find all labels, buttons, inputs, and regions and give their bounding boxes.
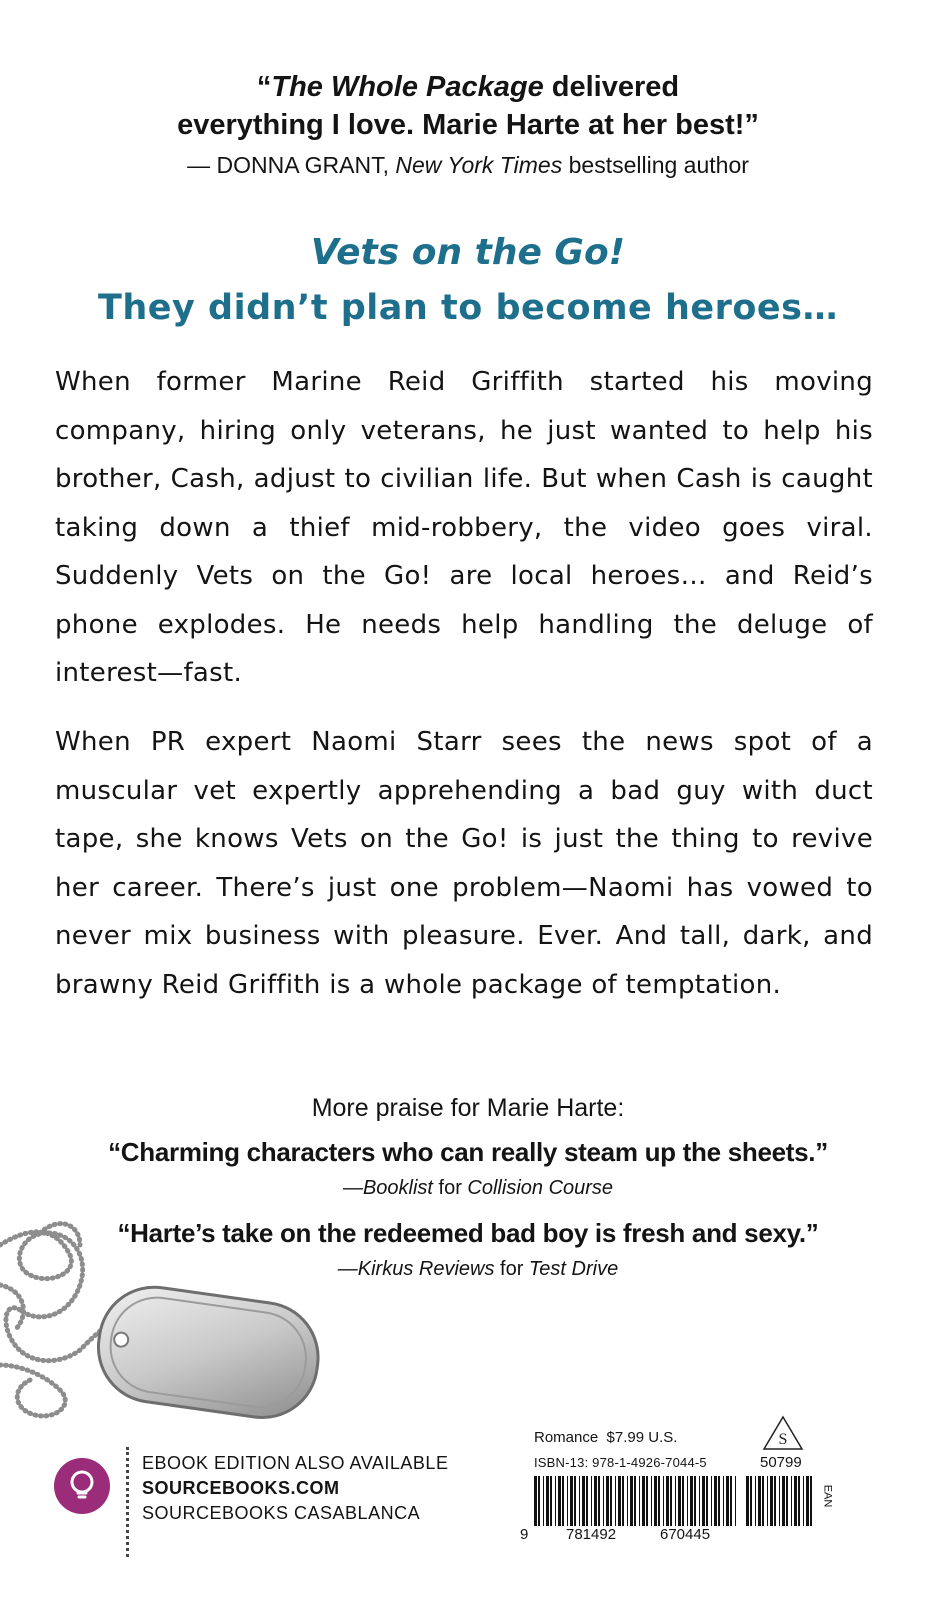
barcode-bar — [654, 1476, 657, 1526]
barcode-bar — [675, 1476, 676, 1526]
barcode-bar — [598, 1476, 600, 1526]
barcode-bar — [762, 1476, 764, 1526]
addon-code: 50799 — [760, 1454, 802, 1471]
barcode-bar — [735, 1476, 736, 1526]
publisher-website[interactable]: SOURCEBOOKS.COM — [142, 1478, 340, 1498]
barcode-bar — [594, 1476, 597, 1526]
barcode-bar — [806, 1476, 809, 1526]
lightbulb-icon — [62, 1466, 102, 1506]
barcode-bar — [550, 1476, 552, 1526]
praise-quote-1: “Charming characters who can really steam up the sheets.” — [108, 1137, 828, 1167]
category-price-line — [534, 1429, 677, 1446]
barcode-bar — [603, 1476, 604, 1526]
price-code-letter: S — [778, 1431, 788, 1448]
barcode-bar — [699, 1476, 700, 1526]
barcode-bar — [538, 1476, 540, 1526]
publisher-imprint: SOURCEBOOKS CASABLANCA — [142, 1503, 421, 1523]
quote-text-line1: delivered — [543, 71, 680, 103]
barcode-bar — [639, 1476, 640, 1526]
praise-source-2: —Kirkus Reviews — [337, 1258, 495, 1280]
barcode-bar — [591, 1476, 592, 1526]
barcode-bar — [810, 1476, 812, 1526]
barcode-bar — [791, 1476, 792, 1526]
ean-label: EAN — [821, 1484, 834, 1508]
barcode-bar — [706, 1476, 708, 1526]
barcode-bar — [586, 1476, 588, 1526]
barcode-bar — [774, 1476, 776, 1526]
barcode-bar — [634, 1476, 636, 1526]
barcode-digit-group-2: 670445 — [660, 1526, 711, 1543]
barcode-bar — [779, 1476, 780, 1526]
synopsis-paragraph-2: When PR expert Naomi Starr sees the news spot of a muscular vet expertly apprehending a bad guy with duct tape, she knows Vets on the Go! is just the thing to revive her career. There’s just one problem—Naomi has vowed to never mix business with pleasure. Ever. And tall, dark, and brawny Reid Griffith is a whole package of temptation. — [55, 727, 873, 1000]
price-label: $7.99 U.S. — [606, 1429, 678, 1446]
praise-quote-2: “Harte’s take on the redeemed bad boy is fresh and sexy.” — [117, 1218, 819, 1248]
ebook-notice: EBOOK EDITION ALSO AVAILABLE — [142, 1453, 449, 1473]
barcode-bar — [718, 1476, 720, 1526]
barcode-bar — [567, 1476, 568, 1526]
praise-attribution-1 — [0, 1177, 936, 1200]
attribution-publication: New York Times — [395, 152, 563, 178]
barcode-bar — [702, 1476, 705, 1526]
barcode-bar — [730, 1476, 732, 1526]
barcode-bar — [782, 1476, 785, 1526]
barcode-bar — [606, 1476, 609, 1526]
barcode-bar — [543, 1476, 544, 1526]
price-code-triangle — [762, 1415, 804, 1451]
barcode-bar — [618, 1476, 621, 1526]
barcode-bar — [694, 1476, 696, 1526]
barcode-bar — [682, 1476, 684, 1526]
quote-book-title: The Whole Package — [271, 71, 544, 103]
category-label: Romance — [534, 1429, 599, 1446]
barcode-bar — [803, 1476, 804, 1526]
attribution-suffix: bestselling author — [562, 152, 749, 178]
series-headline: Vets on the Go! — [310, 232, 626, 273]
attribution-author: — DONNA GRANT, — [187, 152, 396, 178]
praise-for-2: for — [494, 1258, 529, 1280]
barcode-bar — [558, 1476, 561, 1526]
barcode-bar — [666, 1476, 669, 1526]
barcode-bar — [794, 1476, 797, 1526]
barcode-bar — [546, 1476, 549, 1526]
sourcebooks-logo-icon — [54, 1458, 110, 1514]
barcode-bar — [767, 1476, 768, 1526]
barcode-bar — [678, 1476, 681, 1526]
barcode-bar — [610, 1476, 612, 1526]
top-quote-attribution — [0, 150, 936, 180]
barcode-bar — [555, 1476, 556, 1526]
barcode-bar — [651, 1476, 652, 1526]
barcode-bar — [562, 1476, 564, 1526]
barcode-bar — [687, 1476, 688, 1526]
barcode-bar — [746, 1476, 749, 1526]
barcode-bar — [786, 1476, 788, 1526]
barcode-bar — [534, 1476, 537, 1526]
praise-intro: More praise for Marie Harte: — [311, 1094, 625, 1122]
barcode-bar — [622, 1476, 624, 1526]
barcode-bar — [663, 1476, 664, 1526]
barcode-bar — [798, 1476, 800, 1526]
praise-book-title-2: Test Drive — [528, 1258, 619, 1280]
barcode-digit-group-1: 781492 — [566, 1526, 617, 1543]
barcode-bar — [615, 1476, 616, 1526]
barcode-bar — [723, 1476, 724, 1526]
barcode-bar — [574, 1476, 576, 1526]
isbn-barcode — [534, 1476, 739, 1526]
barcode-bar — [750, 1476, 752, 1526]
ball-chain — [0, 1224, 118, 1416]
barcode-bar — [755, 1476, 756, 1526]
praise-book-title-1: Collision Course — [467, 1177, 614, 1199]
dog-tag-image — [0, 1215, 340, 1465]
barcode-bar — [642, 1476, 645, 1526]
barcode-bar — [630, 1476, 633, 1526]
barcode-bar — [726, 1476, 729, 1526]
dog-tag — [91, 1280, 325, 1424]
barcode-bar — [646, 1476, 648, 1526]
quote-text-line2: everything I love. Marie Harte at her best!” — [177, 109, 759, 141]
barcode-digit-first: 9 — [520, 1526, 529, 1543]
praise-for-1: for — [432, 1177, 468, 1199]
barcode-bar — [690, 1476, 693, 1526]
barcode-bar — [579, 1476, 580, 1526]
barcode-bar — [658, 1476, 660, 1526]
barcode-bar — [570, 1476, 573, 1526]
barcode-bar — [627, 1476, 628, 1526]
isbn-label: ISBN-13: 978-1-4926-7044-5 — [534, 1455, 707, 1470]
tagline-headline: They didn’t plan to become heroes… — [97, 288, 838, 328]
quote-open: “ — [256, 71, 272, 103]
top-quote — [0, 68, 936, 144]
synopsis-paragraph-1: When former Marine Reid Griffith started his moving company, hiring only veterans, he just wanted to help his brother, Cash, adjust to civilian life. But when Cash is caught taking down a thief mid-robbery, the video goes viral. Suddenly Vets on the Go! are local heroes… and Reid’s phone explodes. He needs help handling the deluge of interest—fast. — [55, 367, 873, 688]
barcode-bar — [758, 1476, 761, 1526]
barcode-bar — [714, 1476, 717, 1526]
barcode-bar — [770, 1476, 773, 1526]
addon-barcode — [746, 1476, 816, 1526]
barcode-bar — [711, 1476, 712, 1526]
barcode-bar — [582, 1476, 585, 1526]
publisher-divider — [126, 1447, 129, 1557]
barcode-bar — [670, 1476, 672, 1526]
praise-source-1: —Booklist — [342, 1177, 433, 1199]
